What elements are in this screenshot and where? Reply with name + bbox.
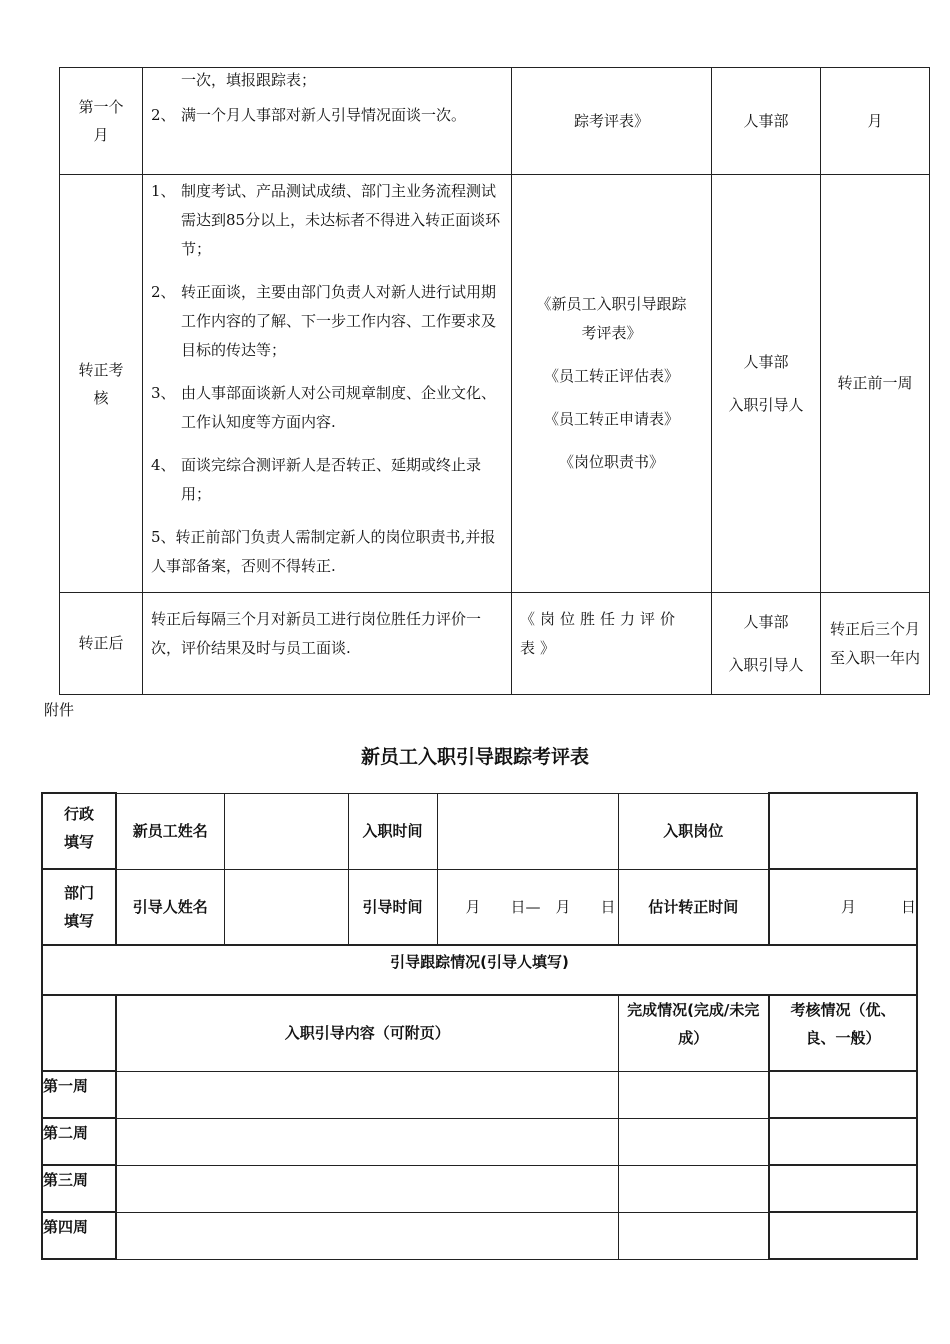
dept-name: 人事部 (743, 111, 789, 130)
item-number (151, 66, 181, 95)
content-field[interactable] (116, 1118, 618, 1165)
item-text: 制度考试、产品测试成绩、部门主业务流程测试需达到85分以上，未达标者不得进入转正面谈环节； (181, 182, 501, 258)
stage-cell (60, 593, 143, 695)
table-row (60, 593, 930, 695)
item-number: 4、 (151, 456, 176, 474)
table-row (42, 1118, 917, 1165)
form-cell (512, 593, 712, 695)
content-item (151, 101, 503, 130)
week-label: 第一周 (42, 1071, 116, 1118)
assessment-field[interactable] (769, 1165, 917, 1212)
item-number: 3、 (151, 384, 176, 402)
join-position-field[interactable] (769, 793, 917, 869)
table-row (60, 175, 930, 593)
assessment-field[interactable] (769, 1071, 917, 1118)
week-label: 第四周 (42, 1212, 116, 1259)
dept-cell (712, 175, 821, 593)
assessment-field[interactable] (769, 1118, 917, 1165)
table-row (42, 995, 917, 1071)
section-title: 引导跟踪情况(引导人填写) (42, 945, 917, 995)
time-value: 月 (867, 111, 883, 130)
content-item (151, 451, 503, 509)
content-item (151, 379, 503, 437)
item-text: 5、转正前部门负责人需制定新人的岗位职责书,并报人事部备案，否则不得转正. (151, 528, 496, 575)
form-name: 《岗位胜任力评价表》 (520, 610, 681, 657)
content-field[interactable] (116, 1071, 618, 1118)
time-value: 转正后三个月至入职一年内 (830, 619, 921, 667)
item-text: 转正后每隔三个月对新员工进行岗位胜任力评价一次，评价结果及时与员工面谈. (151, 610, 482, 657)
content-item (151, 278, 503, 365)
est-regular-time-label: 估计转正时间 (618, 869, 769, 945)
time-cell (821, 175, 930, 593)
mentor-name-field[interactable] (224, 869, 348, 945)
content-field[interactable] (116, 1165, 618, 1212)
item-number: 1、 (151, 182, 176, 200)
join-time-field[interactable] (437, 793, 618, 869)
table-row (42, 1212, 917, 1259)
join-time-label: 入职时间 (348, 793, 437, 869)
item-text: 满一个月人事部对新人引导情况面谈一次。 (181, 106, 467, 124)
form-title: 新员工入职引导跟踪考评表 (360, 746, 589, 768)
time-value: 转正前一周 (837, 374, 913, 392)
dept-name: 人事部 (743, 352, 789, 371)
form-name: 《岗位职责书》 (558, 453, 664, 471)
dept-cell (712, 593, 821, 695)
onboarding-process-table (59, 67, 930, 695)
form-name: 《员工转正评估表》 (543, 367, 679, 385)
form-name: 《员工转正申请表》 (543, 410, 679, 428)
table-row (42, 793, 917, 869)
stage-label: 转正后 (78, 634, 124, 652)
form-name: 《新员工入职引导跟踪考评表》 (536, 295, 687, 342)
completion-field[interactable] (618, 1071, 769, 1118)
week-label: 第三周 (42, 1165, 116, 1212)
form-name: 踪考评表》 (573, 111, 649, 130)
guide-time-field[interactable]: 月 日— 月 日 (437, 869, 618, 945)
form-cell (512, 175, 712, 593)
content-field[interactable] (116, 1212, 618, 1259)
dept-cell (712, 68, 821, 175)
table-row (42, 1071, 917, 1118)
admin-label-text: 行政填写 (63, 805, 94, 851)
completion-header-text: 完成情况(完成/未完成） (627, 1001, 760, 1047)
assessment-header (769, 995, 917, 1071)
time-cell (821, 68, 930, 175)
attachment-label: 附件 (44, 701, 75, 719)
dept-fill-label (42, 869, 116, 945)
item-text: 由人事部面谈新人对公司规章制度、企业文化、工作认知度等方面内容. (181, 384, 497, 431)
tracking-form-table (41, 792, 918, 1260)
stage-cell (60, 68, 143, 175)
table-row (42, 869, 917, 945)
item-text: 一次，填报跟踪表； (181, 71, 317, 89)
completion-field[interactable] (618, 1165, 769, 1212)
week-header-blank (42, 995, 116, 1071)
est-regular-time-field[interactable]: 月 日 (769, 869, 917, 945)
stage-label: 转正考核 (78, 360, 124, 407)
item-text: 面谈完综合测评新人是否转正、延期或终止录用； (181, 456, 482, 503)
time-cell (821, 593, 930, 695)
table-row (42, 1165, 917, 1212)
join-position-label: 入职岗位 (618, 793, 769, 869)
completion-field[interactable] (618, 1118, 769, 1165)
stage-label: 第一个月 (78, 98, 124, 144)
guide-time-label: 引导时间 (348, 869, 437, 945)
dept-name: 入职引导人 (728, 395, 804, 414)
assessment-field[interactable] (769, 1212, 917, 1259)
mentor-name-label: 引导人姓名 (116, 869, 224, 945)
form-cell (512, 68, 712, 175)
week-label: 第二周 (42, 1118, 116, 1165)
stage-cell (60, 175, 143, 593)
item-number: 2、 (151, 283, 176, 301)
assessment-header-text: 考核情况（优、良、一般） (790, 1001, 896, 1047)
content-item (151, 66, 503, 95)
table-row (42, 945, 917, 995)
item-text: 转正面谈，主要由部门负责人对新人进行试用期工作内容的了解、下一步工作内容、工作要求及目标的传达等； (181, 283, 497, 359)
dept-name: 人事部 (743, 612, 789, 631)
content-cell (143, 593, 512, 695)
new-employee-name-label: 新员工姓名 (116, 793, 224, 869)
completion-field[interactable] (618, 1212, 769, 1259)
dept-name: 入职引导人 (728, 655, 804, 674)
completion-header (618, 995, 769, 1071)
item-number: 2、 (151, 106, 176, 124)
dept-label-text: 部门填写 (63, 884, 94, 930)
content-header: 入职引导内容（可附页） (116, 995, 618, 1071)
table-row (60, 68, 930, 175)
content-cell (143, 68, 512, 175)
content-item (151, 177, 503, 264)
new-employee-name-field[interactable] (224, 793, 348, 869)
content-cell (143, 175, 512, 593)
admin-fill-label (42, 793, 116, 869)
